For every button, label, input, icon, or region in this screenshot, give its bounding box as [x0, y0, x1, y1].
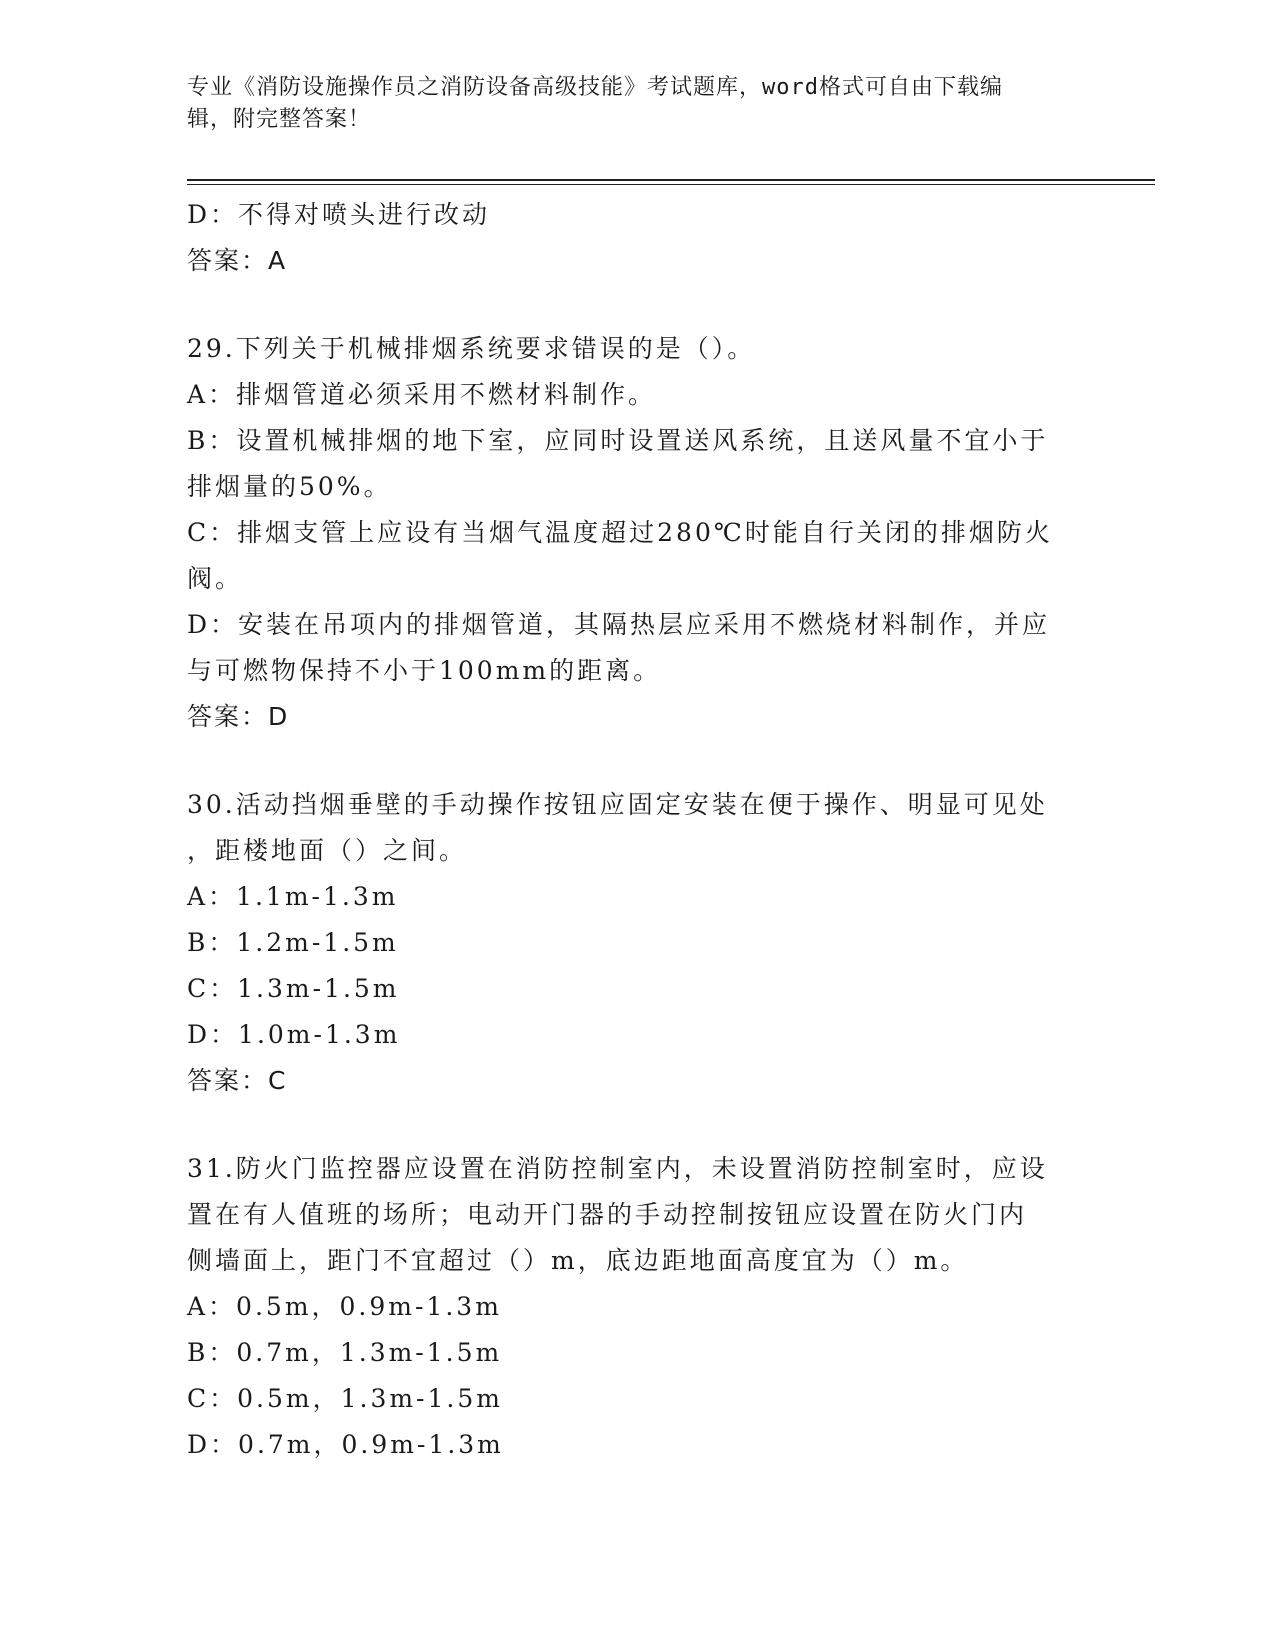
q29-stem: 29.下列关于机械排烟系统要求错误的是（）。 — [187, 334, 756, 363]
q31-option-a: A：0.5m，0.9m-1.3m — [187, 1292, 502, 1321]
q30-answer: 答案：C — [187, 1066, 288, 1095]
q29-option-a: A：排烟管道必须采用不燃材料制作。 — [187, 380, 657, 409]
question-content — [187, 192, 1077, 1468]
q30-stem-line2: ，距楼地面（）之间。 — [187, 836, 468, 865]
header-line-1: 专业《消防设施操作员之消防设备高级技能》考试题库，word格式可自由下载编 — [187, 75, 1003, 100]
q31-option-c: C：0.5m，1.3m-1.5m — [187, 1384, 503, 1413]
q31-stem-line3: 侧墙面上，距门不宜超过（）m，底边距地面高度宜为（）m。 — [187, 1246, 969, 1275]
header-line-2: 辑，附完整答案！ — [187, 107, 372, 132]
q30-stem-line1: 30.活动挡烟垂壁的手动操作按钮应固定安装在便于操作、明显可见处 — [187, 790, 1048, 819]
q29-option-d-line1: D：安装在吊项内的排烟管道，其隔热层应采用不燃烧材料制作，并应 — [187, 610, 1051, 639]
q31-stem-line2: 置在有人值班的场所；电动开门器的手动控制按钮应设置在防火门内 — [187, 1200, 1028, 1229]
q31-option-d: D：0.7m，0.9m-1.3m — [187, 1430, 504, 1459]
prev-answer: 答案：A — [187, 246, 288, 275]
q29-option-c-line2: 阀。 — [187, 564, 244, 593]
q30-option-b: B：1.2m-1.5m — [187, 928, 399, 957]
spacer — [187, 740, 1077, 782]
q29-option-c-line1: C：排烟支管上应设有当烟气温度超过280℃时能自行关闭的排烟防火 — [187, 518, 1053, 547]
q30-option-a: A：1.1m-1.3m — [187, 882, 399, 911]
page-header — [187, 72, 1087, 136]
q31-option-b: B：0.7m，1.3m-1.5m — [187, 1338, 503, 1367]
q29-option-b-line2: 排烟量的50%。 — [187, 472, 392, 501]
prev-option-d: D：不得对喷头进行改动 — [187, 200, 491, 229]
q29-option-b-line1: B：设置机械排烟的地下室，应同时设置送风系统，且送风量不宜小于 — [187, 426, 1049, 455]
q29-option-d-line2: 与可燃物保持不小于100mm的距离。 — [187, 656, 662, 685]
q30-option-c: C：1.3m-1.5m — [187, 974, 400, 1003]
q31-stem-line1: 31.防火门监控器应设置在消防控制室内，未设置消防控制室时，应设 — [187, 1154, 1048, 1183]
spacer — [187, 284, 1077, 326]
q30-option-d: D：1.0m-1.3m — [187, 1020, 401, 1049]
header-rule-thick — [187, 179, 1155, 181]
q29-answer: 答案：D — [187, 702, 290, 731]
header-rule-thin — [187, 184, 1155, 185]
spacer — [187, 1104, 1077, 1146]
